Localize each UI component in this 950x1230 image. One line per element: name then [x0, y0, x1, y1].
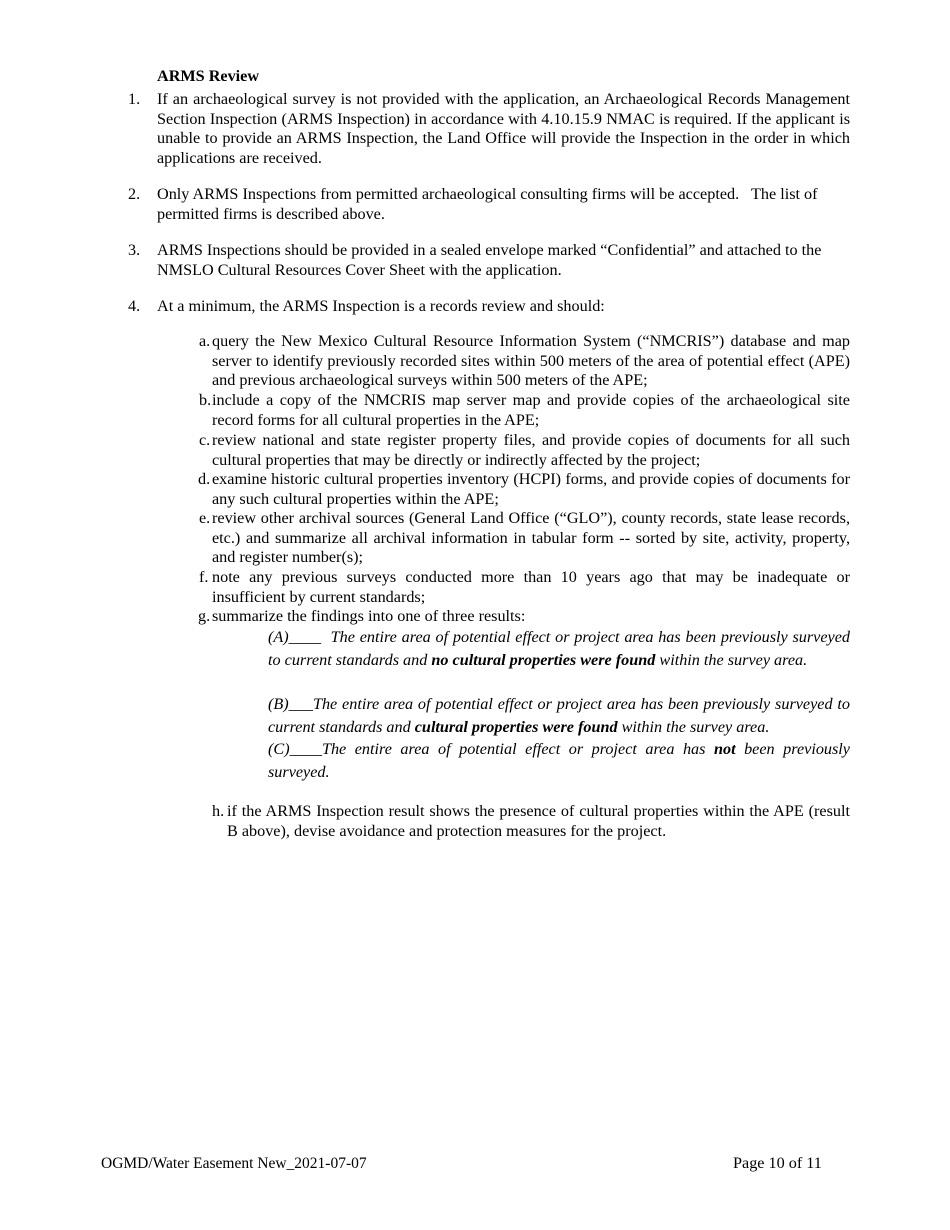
sub-item-text: examine historic cultural properties inventory (HCPI) forms, and provide copies of documents for any such cultural properties within the APE;	[212, 470, 850, 508]
result-option-a	[268, 626, 855, 671]
list-item-text: ARMS Inspections should be provided in a sealed envelope marked “Confidential” and attached to the NMSLO Cultural Resources Cover Sheet with the application.	[157, 241, 822, 279]
list-item-text: At a minimum, the ARMS Inspection is a records review and should:	[157, 297, 605, 315]
sub-item-letter: f.	[199, 568, 209, 586]
sub-item-c	[199, 431, 850, 470]
result-emphasis: no cultural properties were found	[431, 650, 656, 669]
sub-item-letter: e.	[199, 509, 211, 527]
result-text: (C)____The entire area of potential effect or project area has	[268, 740, 714, 758]
list-item-1	[128, 90, 850, 168]
list-item-text: If an archaeological survey is not provided with the application, an Archaeological Records Management Section Inspection (ARMS Inspection) in accordance with 4.10.15.9 NMAC is required. If the applicant is unable to provide an ARMS Inspection, the Land Office will provide the Inspection in the order in which applications are received.	[157, 90, 850, 167]
list-number: 1.	[128, 90, 141, 108]
list-item-4	[128, 297, 850, 317]
result-option-b	[268, 693, 850, 738]
result-text: (A)____ The entire area of potential effect or project area has been previously surveyed to current standards and	[268, 628, 855, 669]
footer-page-number: Page 10 of 11	[733, 1154, 822, 1172]
sub-item-letter: c.	[199, 431, 211, 449]
sub-item-text: summarize the findings into one of three results:	[212, 607, 526, 625]
sub-item-f	[199, 568, 850, 607]
sub-item-text: review national and state register property files, and provide copies of documents for all such cultural properties that may be directly or indirectly affected by the project;	[212, 431, 850, 469]
sub-item-text: if the ARMS Inspection result shows the presence of cultural properties within the APE (result B above), devise avoidance and protection measures for the project.	[227, 802, 850, 840]
result-text-end: been previously surveyed.	[268, 740, 850, 781]
sub-item-text: include a copy of the NMCRIS map server map and provide copies of the archaeological site record forms for all cultural properties in the APE;	[212, 391, 850, 429]
section-heading: ARMS Review	[157, 67, 260, 85]
result-text: (B)___The entire area of potential effect or project area has been previously surveyed to current standards and	[268, 695, 850, 736]
list-item-3	[128, 241, 850, 280]
list-item-text: Only ARMS Inspections from permitted archaeological consulting firms will be accepted. The list of permitted firms is described above.	[157, 185, 822, 223]
result-option-c	[268, 738, 850, 783]
list-number: 2.	[128, 185, 141, 203]
sub-item-letter: a.	[199, 332, 211, 350]
result-emphasis: cultural properties were found	[414, 717, 618, 736]
sub-item-e	[199, 509, 850, 568]
sub-item-letter: h.	[212, 802, 225, 820]
sub-item-g	[198, 607, 850, 627]
sub-item-d	[198, 470, 850, 509]
sub-item-text: review other archival sources (General Land Office (“GLO”), county records, state lease records, etc.) and summarize all archival information in tabular form -- sorted by site, activity, property, and register number(s);	[212, 509, 850, 567]
sub-item-text: query the New Mexico Cultural Resource Information System (“NMCRIS”) database and map server to identify previously recorded sites within 500 meters of the area of potential effect (APE) and previous archaeological surveys within 500 meters of the APE;	[212, 332, 850, 390]
sub-item-letter: d.	[198, 470, 211, 488]
sub-item-h	[212, 802, 850, 841]
result-emphasis: not	[713, 740, 736, 758]
sub-item-a	[199, 332, 850, 391]
sub-item-letter: b.	[199, 391, 212, 409]
list-number: 4.	[128, 297, 141, 315]
result-text-end: within the survey area.	[617, 717, 770, 736]
list-number: 3.	[128, 241, 141, 259]
list-item-2	[128, 185, 850, 224]
sub-item-b	[199, 391, 850, 430]
sub-item-text: note any previous surveys conducted more than 10 years ago that may be inadequate or insufficient by current standards;	[212, 568, 850, 606]
footer-document-id: OGMD/Water Easement New_2021-07-07	[101, 1155, 367, 1172]
sub-item-letter: g.	[198, 607, 211, 625]
result-text-end: within the survey area.	[655, 650, 808, 669]
